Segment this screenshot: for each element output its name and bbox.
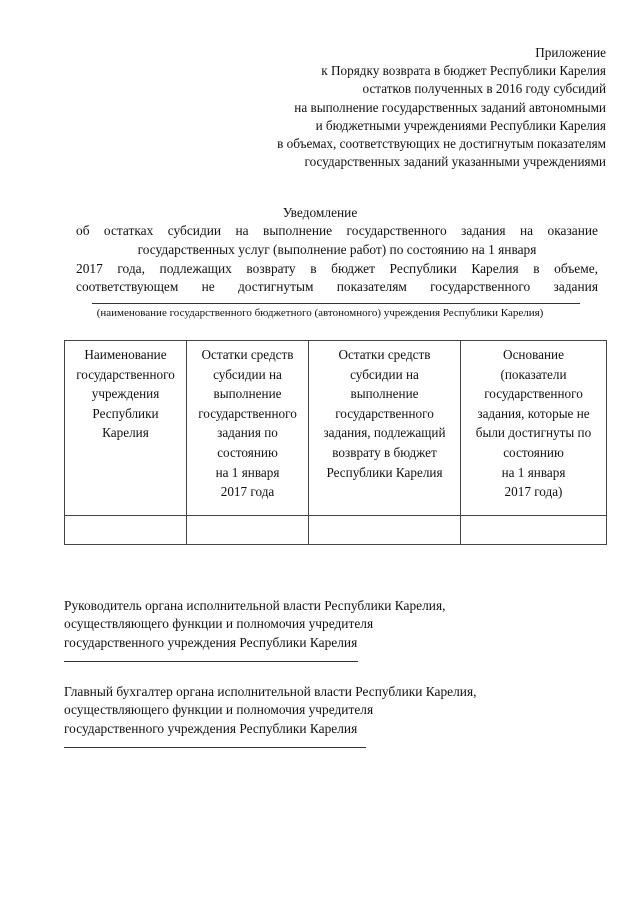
institution-name-blank-line[interactable]: [92, 303, 580, 304]
appendix-line: остатков полученных в 2016 году субсидий: [362, 81, 606, 97]
header-line: Республики Карелия: [326, 464, 443, 480]
header-line: государственного: [76, 366, 175, 382]
appendix-line: государственных заданий указанными учреждениями: [304, 154, 606, 170]
table-cell-balance-to-return[interactable]: [309, 516, 461, 545]
signature-text-line: Руководитель органа исполнительной власти Республики Карелия,: [64, 598, 446, 613]
notice-line: государственных услуг (выполнение работ) по состоянию на 1 января: [137, 241, 537, 257]
header-line: Остатки средств: [201, 347, 294, 362]
signature-text-line: государственного учреждения Республики Карелия: [64, 720, 358, 736]
header-line: состоянию: [503, 444, 564, 460]
header-line: задания, подлежащий: [323, 425, 446, 441]
header-line: на 1 января: [215, 464, 280, 480]
institution-name-caption: (наименование государственного бюджетного (автономного) учреждения Республики Карелия): [96, 307, 544, 319]
header-line: были достигнуты по: [475, 425, 592, 441]
header-line: субсидии на: [213, 366, 282, 382]
header-line: Остатки средств: [338, 347, 431, 362]
header-line: выполнение: [350, 386, 419, 402]
header-line: субсидии на: [350, 366, 419, 382]
appendix-header: [277, 44, 606, 171]
table-row: [65, 516, 607, 545]
head-signature-line[interactable]: [64, 661, 358, 662]
accountant-signature-line[interactable]: [64, 747, 366, 748]
column-header-balance-to-return: [309, 341, 461, 516]
table-cell-basis[interactable]: [461, 516, 607, 545]
appendix-line: в объемах, соответствующих не достигнутым показателям: [277, 136, 606, 152]
appendix-line: к Порядку возврата в бюджет Республики Карелия: [321, 63, 606, 79]
header-line: состоянию: [217, 444, 278, 460]
column-header-basis: [461, 341, 607, 516]
column-header-institution: [65, 341, 187, 516]
header-line: Наименование: [84, 347, 167, 362]
notice-line: 2017 года, подлежащих возврату в бюджет Республики Карелия в объеме,: [76, 260, 598, 276]
appendix-line: на выполнение государственных заданий автономными: [294, 99, 606, 115]
header-line: выполнение: [213, 386, 282, 402]
notice-line: соответствующем не достигнутым показателям государственного задания: [76, 279, 598, 295]
appendix-line: Приложение: [535, 45, 606, 60]
subsidy-balance-table: [64, 340, 607, 545]
appendix-line: и бюджетными учреждениями Республики Карелия: [315, 117, 606, 133]
table-header-row: [65, 341, 607, 516]
notice-line: об остатках субсидии на выполнение государственного задания на оказание: [76, 223, 598, 238]
signature-text-line: осуществляющего функции и полномочия учредителя: [64, 616, 374, 632]
header-line: государственного: [484, 386, 583, 402]
signature-text-line: осуществляющего функции и полномочия учредителя: [64, 702, 374, 718]
header-line: государственного: [335, 405, 434, 421]
header-line: Республики: [92, 405, 159, 421]
accountant-signature-block: [64, 683, 476, 738]
header-line: государственного: [198, 405, 297, 421]
header-line: Карелия: [102, 425, 149, 441]
header-line: учреждения: [91, 386, 160, 402]
column-header-balance: [187, 341, 309, 516]
header-line: на 1 января: [501, 464, 566, 480]
header-line: задания по: [217, 425, 278, 441]
header-line: 2017 года: [220, 484, 275, 500]
head-signature-block: [64, 597, 445, 652]
header-line: задания, которые не: [477, 405, 590, 421]
header-line: 2017 года): [504, 484, 563, 500]
table-cell-balance[interactable]: [187, 516, 309, 545]
header-line: Основание: [503, 347, 564, 362]
header-line: (показатели: [500, 366, 567, 382]
signature-text-line: государственного учреждения Республики Карелия: [64, 634, 358, 650]
signature-text-line: Главный бухгалтер органа исполнительной власти Республики Карелия,: [64, 684, 477, 699]
notice-body: [76, 222, 598, 297]
header-line: возврату в бюджет: [332, 444, 437, 460]
table-cell-institution[interactable]: [65, 516, 187, 545]
notice-title: Уведомление: [282, 205, 358, 220]
